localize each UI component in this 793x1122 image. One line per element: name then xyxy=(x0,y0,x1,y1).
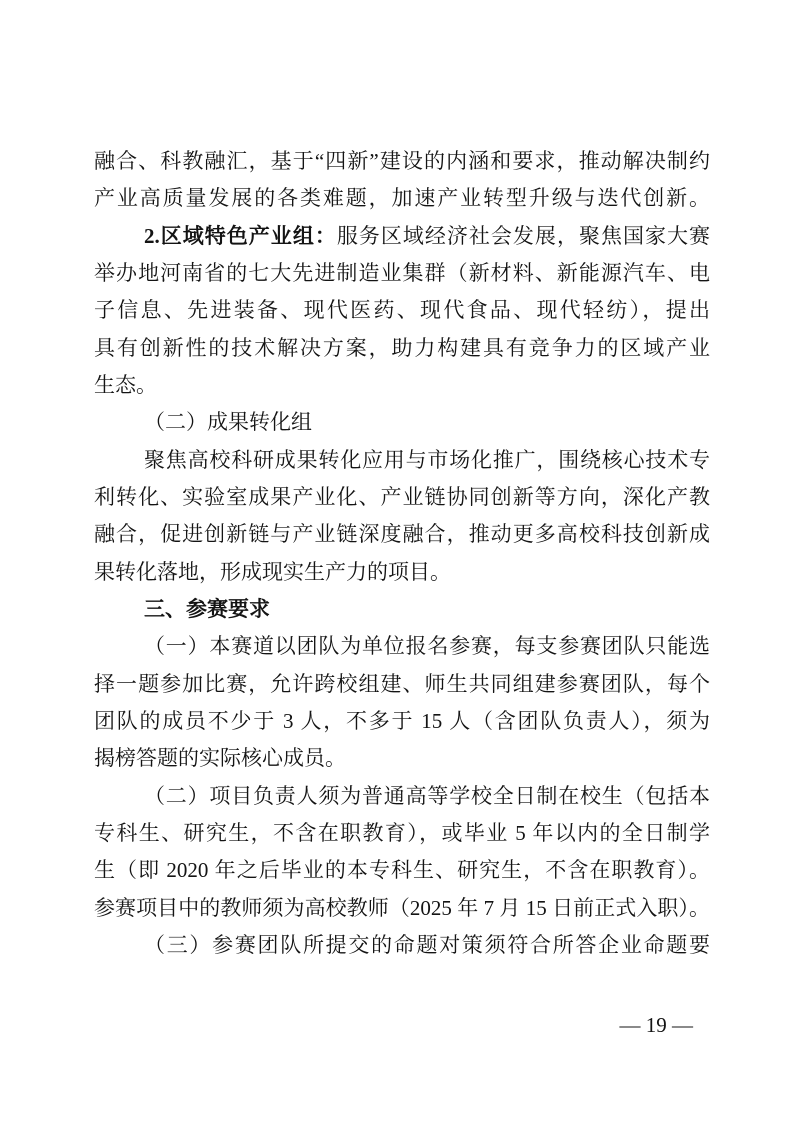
text-line xyxy=(94,442,710,479)
text-line xyxy=(94,703,710,740)
text-line xyxy=(94,330,710,367)
text-line xyxy=(94,218,710,255)
text-line xyxy=(94,666,710,703)
text-segment-body: 团队的成员不少于 3 人，不多于 15 人（含团队负责人），须为 xyxy=(94,708,710,733)
text-segment-body: 举办地河南省的七大先进制造业集群（新材料、新能源汽车、电 xyxy=(94,260,710,285)
text-line xyxy=(94,815,710,852)
text-segment-body: （三）参赛团队所提交的命题对策须符合所答企业命题要 xyxy=(144,932,710,957)
text-segment-body: 服务区域经济社会发展，聚焦国家大赛 xyxy=(336,223,711,248)
text-line xyxy=(94,404,710,441)
text-line xyxy=(94,927,710,964)
text-line xyxy=(94,180,710,217)
text-segment-body: 融合、科教融汇，基于“四新”建设的内涵和要求，推动解决制约 xyxy=(94,149,710,173)
text-line xyxy=(94,890,710,927)
text-segment-body: 专科生、研究生，不含在职教育），或毕业 5 年以内的全日制学 xyxy=(94,820,710,845)
text-segment-body: 具有创新性的技术解决方案，助力构建具有竞争力的区域产业 xyxy=(94,335,710,360)
text-segment-body: （一）本赛道以团队为单位报名参赛，每支参赛团队只能选 xyxy=(144,634,710,659)
text-segment-body: 生（即 2020 年之后毕业的本专科生、研究生，不含在职教育）。 xyxy=(94,858,710,883)
text-line xyxy=(94,255,710,292)
text-segment-body: 择一题参加比赛，允许跨校组建、师生共同组建参赛团队，每个 xyxy=(94,671,710,696)
text-segment-body: 生态。 xyxy=(94,372,157,397)
text-segment-kai: （二）成果转化组 xyxy=(144,410,312,435)
text-line xyxy=(94,367,710,404)
text-segment-body: 利转化、实验室成果产业化、产业链协同创新等方向，深化产教 xyxy=(94,484,710,509)
text-segment-bold: 2.区域特色产业组： xyxy=(144,223,337,248)
text-line xyxy=(94,479,710,516)
text-segment-body: 融合，促进创新链与产业链深度融合，推动更多高校科技创新成 xyxy=(94,522,710,547)
text-segment-body: 子信息、先进装备、现代医药、现代食品、现代轻纺），提出 xyxy=(94,298,710,323)
text-line xyxy=(94,554,710,591)
text-line xyxy=(94,628,710,665)
text-segment-body: 揭榜答题的实际核心成员。 xyxy=(94,746,346,771)
text-line xyxy=(94,591,710,628)
text-line xyxy=(94,516,710,553)
text-segment-body: 产业高质量发展的各类难题，加速产业转型升级与迭代创新。 xyxy=(94,186,710,211)
text-segment-body: 果转化落地，形成现实生产力的项目。 xyxy=(94,559,451,584)
text-line xyxy=(94,852,710,889)
text-segment-heiti: 三、参赛要求 xyxy=(144,597,270,621)
text-line xyxy=(94,292,710,329)
text-segment-body: 参赛项目中的教师须为高校教师（2025 年 7 月 15 日前正式入职）。 xyxy=(94,895,710,920)
page-number: — 19 — xyxy=(619,1013,693,1037)
text-line xyxy=(94,778,710,815)
text-line xyxy=(94,740,710,777)
text-segment-body: 聚焦高校科研成果转化应用与市场化推广，围绕核心技术专 xyxy=(144,447,710,472)
text-line xyxy=(94,143,710,180)
text-segment-body: （二）项目负责人须为普通高等学校全日制在校生（包括本 xyxy=(144,783,710,808)
document-lines xyxy=(94,143,710,964)
